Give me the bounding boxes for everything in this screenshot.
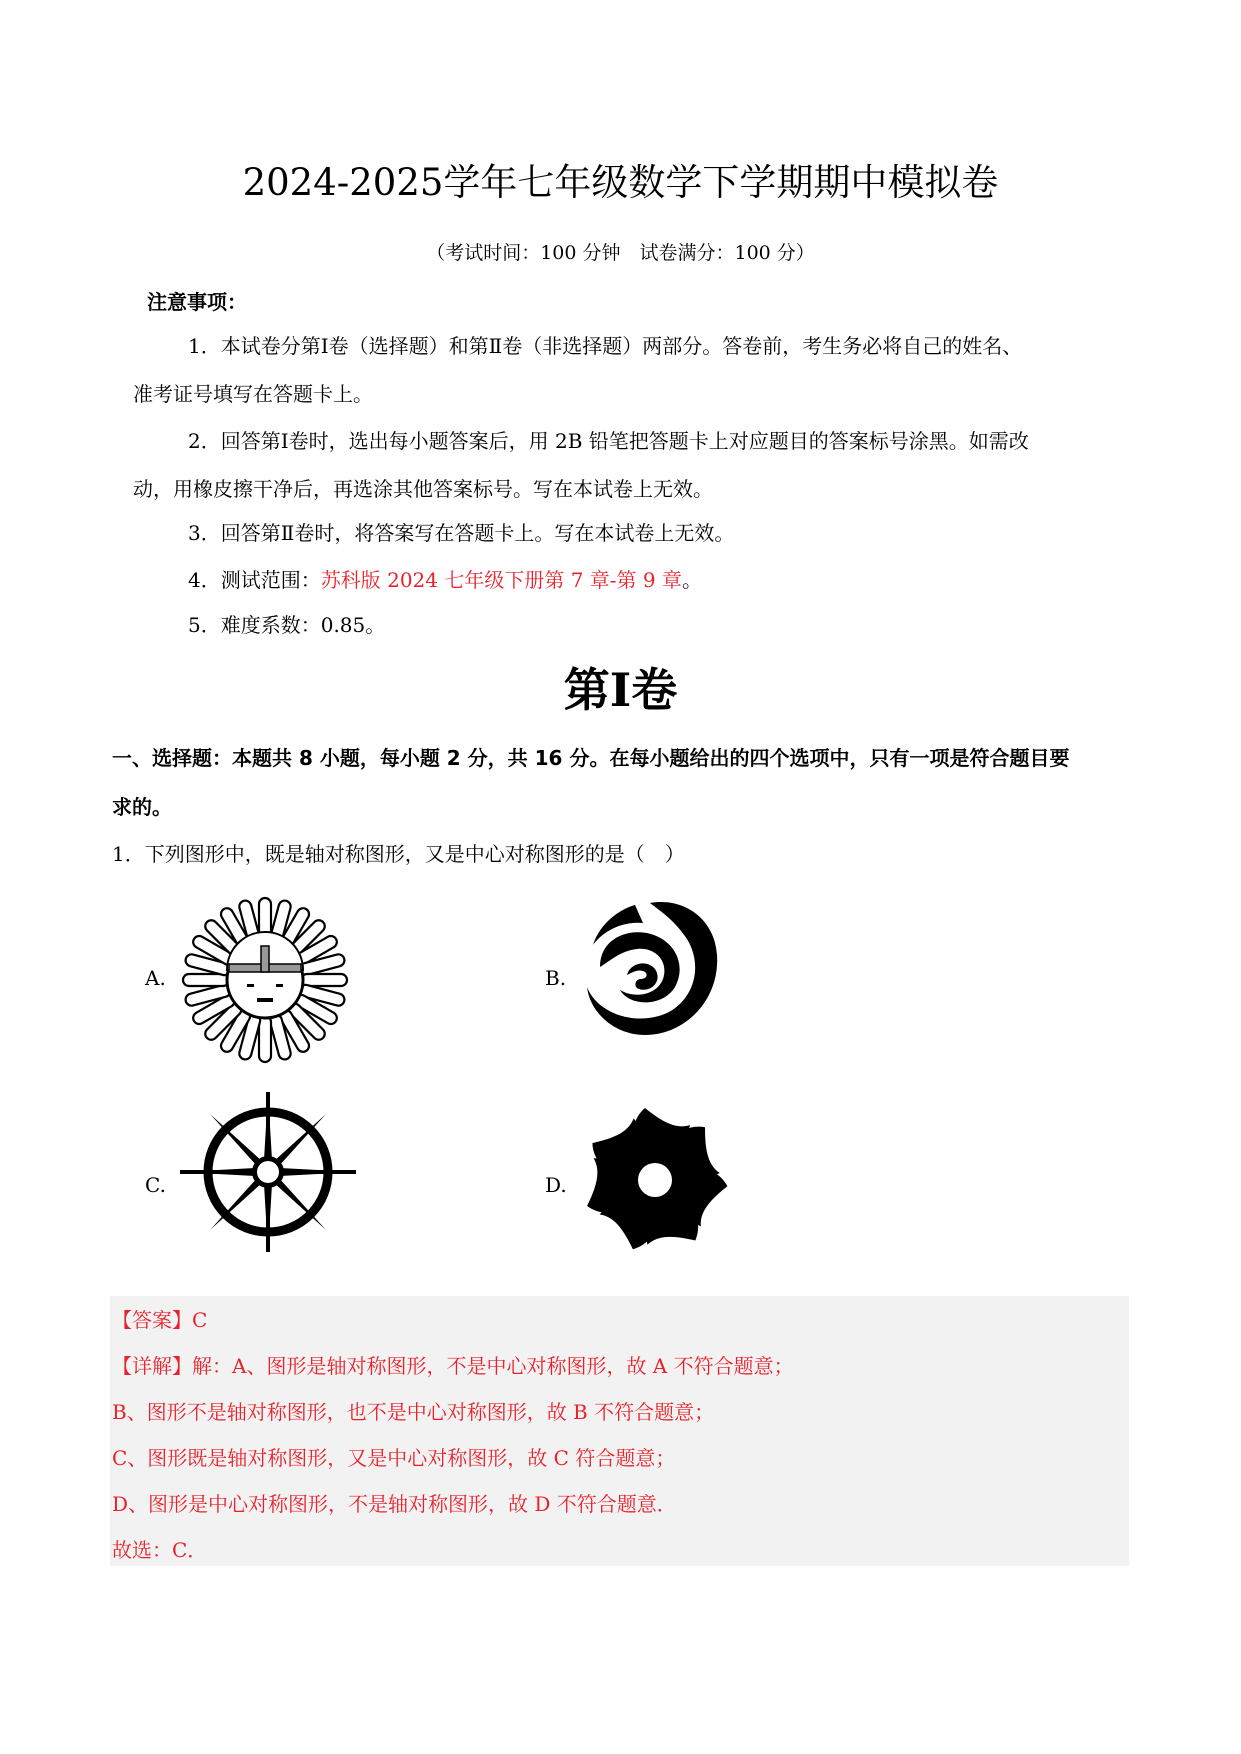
notice-item-1-line1: 1．本试卷分第Ⅰ卷（选择题）和第Ⅱ卷（非选择题）两部分。答卷前，考生务必将自己的姓名、 [188, 334, 1023, 358]
option-c-label: C. [145, 1173, 166, 1197]
notice-item-4-prefix: 4．测试范围： [188, 568, 321, 592]
section-heading-line1: 一、选择题：本题共 8 小题，每小题 2 分，共 16 分。在每小题给出的四个选项中，只有一项是符合题目要 [112, 746, 1070, 770]
notice-item-2-line1: 2．回答第Ⅰ卷时，选出每小题答案后，用 2B 铅笔把答题卡上对应题目的答案标号涂黑。如需改 [188, 429, 1029, 453]
answer-option-b: B、图形不是轴对称图形，也不是中心对称图形，故 B 不符合题意； [112, 1400, 715, 1424]
swirl-shell-icon [575, 895, 725, 1045]
notice-heading: 注意事项： [147, 290, 247, 314]
answer-conclusion: 故选：C． [112, 1538, 208, 1562]
answer-detail: 【详解】解：A、图形是轴对称图形，不是中心对称图形，故 A 不符合题意； [112, 1354, 794, 1378]
notice-item-4-suffix: 。 [681, 568, 702, 592]
exam-info: （考试时间：100 分钟 试卷满分：100 分） [426, 242, 815, 264]
question-1-stem: 1．下列图形中，既是轴对称图形，又是中心对称图形的是（ ） [112, 842, 685, 866]
notice-item-2-line2: 动，用橡皮擦干净后，再选涂其他答案标号。写在本试卷上无效。 [133, 477, 713, 501]
test-scope: 苏科版 2024 七年级下册第 7 章-第 9 章 [320, 568, 682, 592]
notice-item-1-line2: 准考证号填写在答题卡上。 [133, 382, 373, 406]
answer-line: 【答案】C [112, 1308, 208, 1332]
notice-item-3: 3．回答第Ⅱ卷时，将答案写在答题卡上。写在本试卷上无效。 [188, 521, 735, 545]
notice-item-4 [188, 566, 702, 594]
pinwheel-flower-icon [580, 1105, 730, 1255]
answer-option-d: D、图形是中心对称图形，不是轴对称图形，故 D 不符合题意． [112, 1492, 677, 1516]
section-heading-line2: 求的。 [112, 795, 172, 819]
volume-title: 第Ⅰ卷 [563, 663, 678, 717]
answer-option-c: C、图形既是轴对称图形，又是中心对称图形，故 C 符合题意； [112, 1446, 676, 1470]
answer-panel [110, 1296, 1129, 1566]
page-title: 2024-2025学年七年级数学下学期期中模拟卷 [242, 161, 999, 204]
notice-item-5: 5．难度系数：0.85。 [188, 613, 386, 637]
option-b-label: B. [545, 966, 567, 990]
option-d-label: D. [545, 1173, 567, 1197]
sun-face-icon [180, 895, 350, 1065]
compass-wheel-icon [178, 1090, 358, 1255]
option-a-label: A. [145, 966, 166, 990]
